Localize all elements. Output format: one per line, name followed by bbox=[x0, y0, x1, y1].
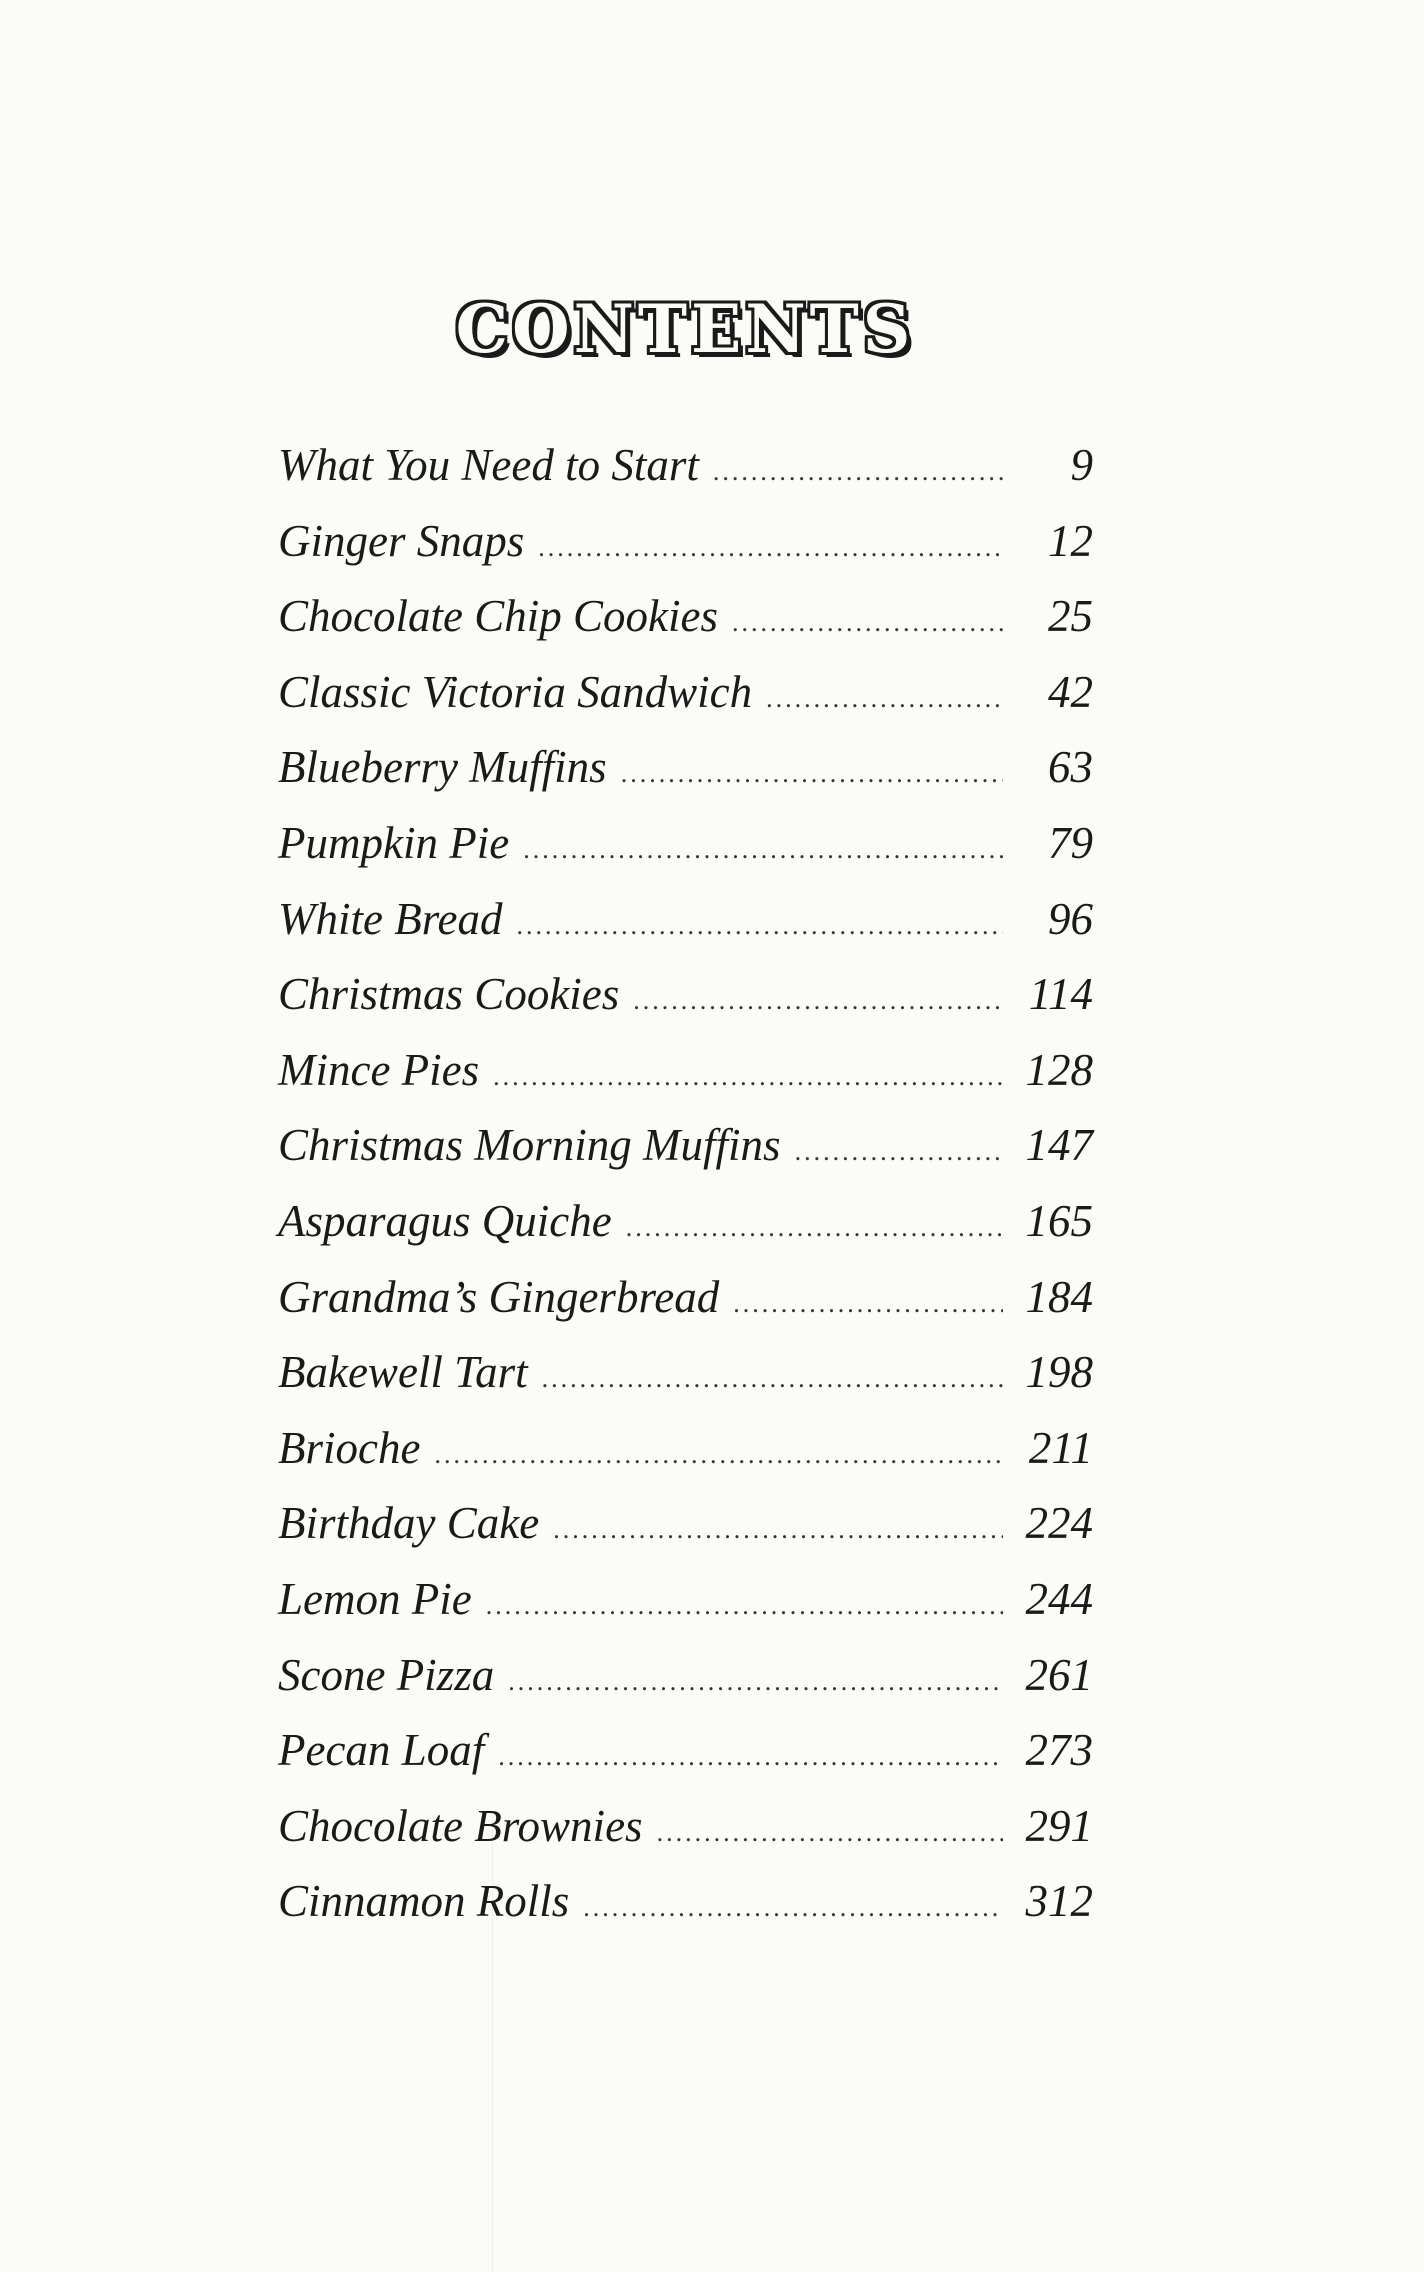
dot-leader bbox=[733, 1266, 1003, 1342]
dot-leader bbox=[713, 434, 1003, 510]
entry-page-number: 63 bbox=[1048, 742, 1093, 793]
dot-leader bbox=[626, 1190, 1003, 1266]
entry-title: Mince Pies bbox=[278, 1044, 480, 1095]
entry-title: Birthday Cake bbox=[278, 1498, 540, 1549]
entry-page-number: 79 bbox=[1048, 817, 1093, 868]
entry-title: Pecan Loaf bbox=[278, 1725, 485, 1776]
page-title: CONTENTS bbox=[455, 290, 915, 368]
dot-leader bbox=[508, 1644, 1003, 1720]
entry-title: Asparagus Quiche bbox=[278, 1195, 612, 1246]
entry-page-number: 9 bbox=[1070, 440, 1093, 490]
entry-title: Christmas Morning Muffins bbox=[278, 1120, 781, 1171]
paper-crease bbox=[492, 1820, 493, 2272]
toc-entry bbox=[278, 882, 1093, 958]
dot-leader bbox=[434, 1417, 1003, 1493]
toc-entry bbox=[278, 579, 1093, 655]
toc-entry bbox=[278, 806, 1093, 882]
toc-entry bbox=[278, 1789, 1093, 1865]
entry-title: Grandma’s Gingerbread bbox=[278, 1271, 720, 1322]
entry-title: Pumpkin Pie bbox=[278, 817, 510, 868]
entry-title: Brioche bbox=[278, 1422, 421, 1473]
entry-page-number: 42 bbox=[1048, 666, 1093, 717]
dot-leader bbox=[732, 585, 1003, 661]
entry-title: Blueberry Muffins bbox=[278, 742, 607, 793]
dot-leader bbox=[795, 1114, 1003, 1190]
dot-leader bbox=[493, 1039, 1003, 1115]
dot-leader bbox=[621, 736, 1003, 812]
entry-page-number: 128 bbox=[1025, 1044, 1093, 1095]
entry-page-number: 224 bbox=[1025, 1498, 1093, 1549]
entry-title: What You Need to Start bbox=[278, 440, 699, 490]
entry-page-number: 25 bbox=[1048, 591, 1093, 642]
entry-title: Bakewell Tart bbox=[278, 1347, 528, 1398]
toc-entry bbox=[278, 428, 1093, 504]
toc-entry bbox=[278, 1184, 1093, 1260]
entry-page-number: 165 bbox=[1025, 1195, 1093, 1246]
dot-leader bbox=[633, 963, 1003, 1039]
toc-entry bbox=[278, 1033, 1093, 1109]
dot-leader bbox=[553, 1492, 1003, 1568]
dot-leader bbox=[498, 1719, 1003, 1795]
dot-leader bbox=[657, 1795, 1003, 1871]
entry-page-number: 12 bbox=[1048, 515, 1093, 566]
entry-title: Christmas Cookies bbox=[278, 969, 620, 1020]
entry-page-number: 96 bbox=[1048, 893, 1093, 944]
entry-page-number: 211 bbox=[1028, 1422, 1093, 1473]
entry-title: Lemon Pie bbox=[278, 1573, 472, 1624]
entry-page-number: 147 bbox=[1025, 1120, 1093, 1171]
entry-page-number: 114 bbox=[1028, 969, 1093, 1020]
toc-entry bbox=[278, 1864, 1093, 1940]
dot-leader bbox=[517, 888, 1003, 964]
entry-title: Chocolate Brownies bbox=[278, 1800, 643, 1851]
entry-page-number: 198 bbox=[1025, 1347, 1093, 1398]
dot-leader bbox=[538, 510, 1003, 586]
toc-entry bbox=[278, 1638, 1093, 1714]
toc-entry bbox=[278, 957, 1093, 1033]
entry-title: Classic Victoria Sandwich bbox=[278, 666, 753, 717]
entry-title: Cinnamon Rolls bbox=[278, 1876, 570, 1927]
dot-leader bbox=[523, 812, 1003, 888]
entry-page-number: 244 bbox=[1025, 1573, 1093, 1624]
entry-page-number: 291 bbox=[1025, 1800, 1093, 1851]
toc-entry bbox=[278, 1486, 1093, 1562]
toc-entry bbox=[278, 1562, 1093, 1638]
entry-title: Chocolate Chip Cookies bbox=[278, 591, 718, 642]
entry-page-number: 184 bbox=[1025, 1271, 1093, 1322]
toc-entry bbox=[278, 1713, 1093, 1789]
toc-entry bbox=[278, 504, 1093, 580]
entry-title: White Bread bbox=[278, 893, 503, 944]
dot-leader bbox=[486, 1568, 1003, 1644]
toc-entry bbox=[278, 1260, 1093, 1336]
entry-title: Scone Pizza bbox=[278, 1649, 495, 1700]
entry-page-number: 273 bbox=[1025, 1725, 1093, 1776]
entry-title: Ginger Snaps bbox=[278, 515, 525, 566]
toc-entry bbox=[278, 1411, 1093, 1487]
toc-entry bbox=[278, 730, 1093, 806]
dot-leader bbox=[542, 1341, 1003, 1417]
table-of-contents bbox=[278, 428, 1093, 1940]
dot-leader bbox=[583, 1870, 1003, 1946]
toc-entry bbox=[278, 655, 1093, 731]
entry-page-number: 312 bbox=[1025, 1876, 1093, 1927]
entry-page-number: 261 bbox=[1025, 1649, 1093, 1700]
dot-leader bbox=[766, 661, 1003, 737]
toc-entry bbox=[278, 1108, 1093, 1184]
toc-entry bbox=[278, 1335, 1093, 1411]
